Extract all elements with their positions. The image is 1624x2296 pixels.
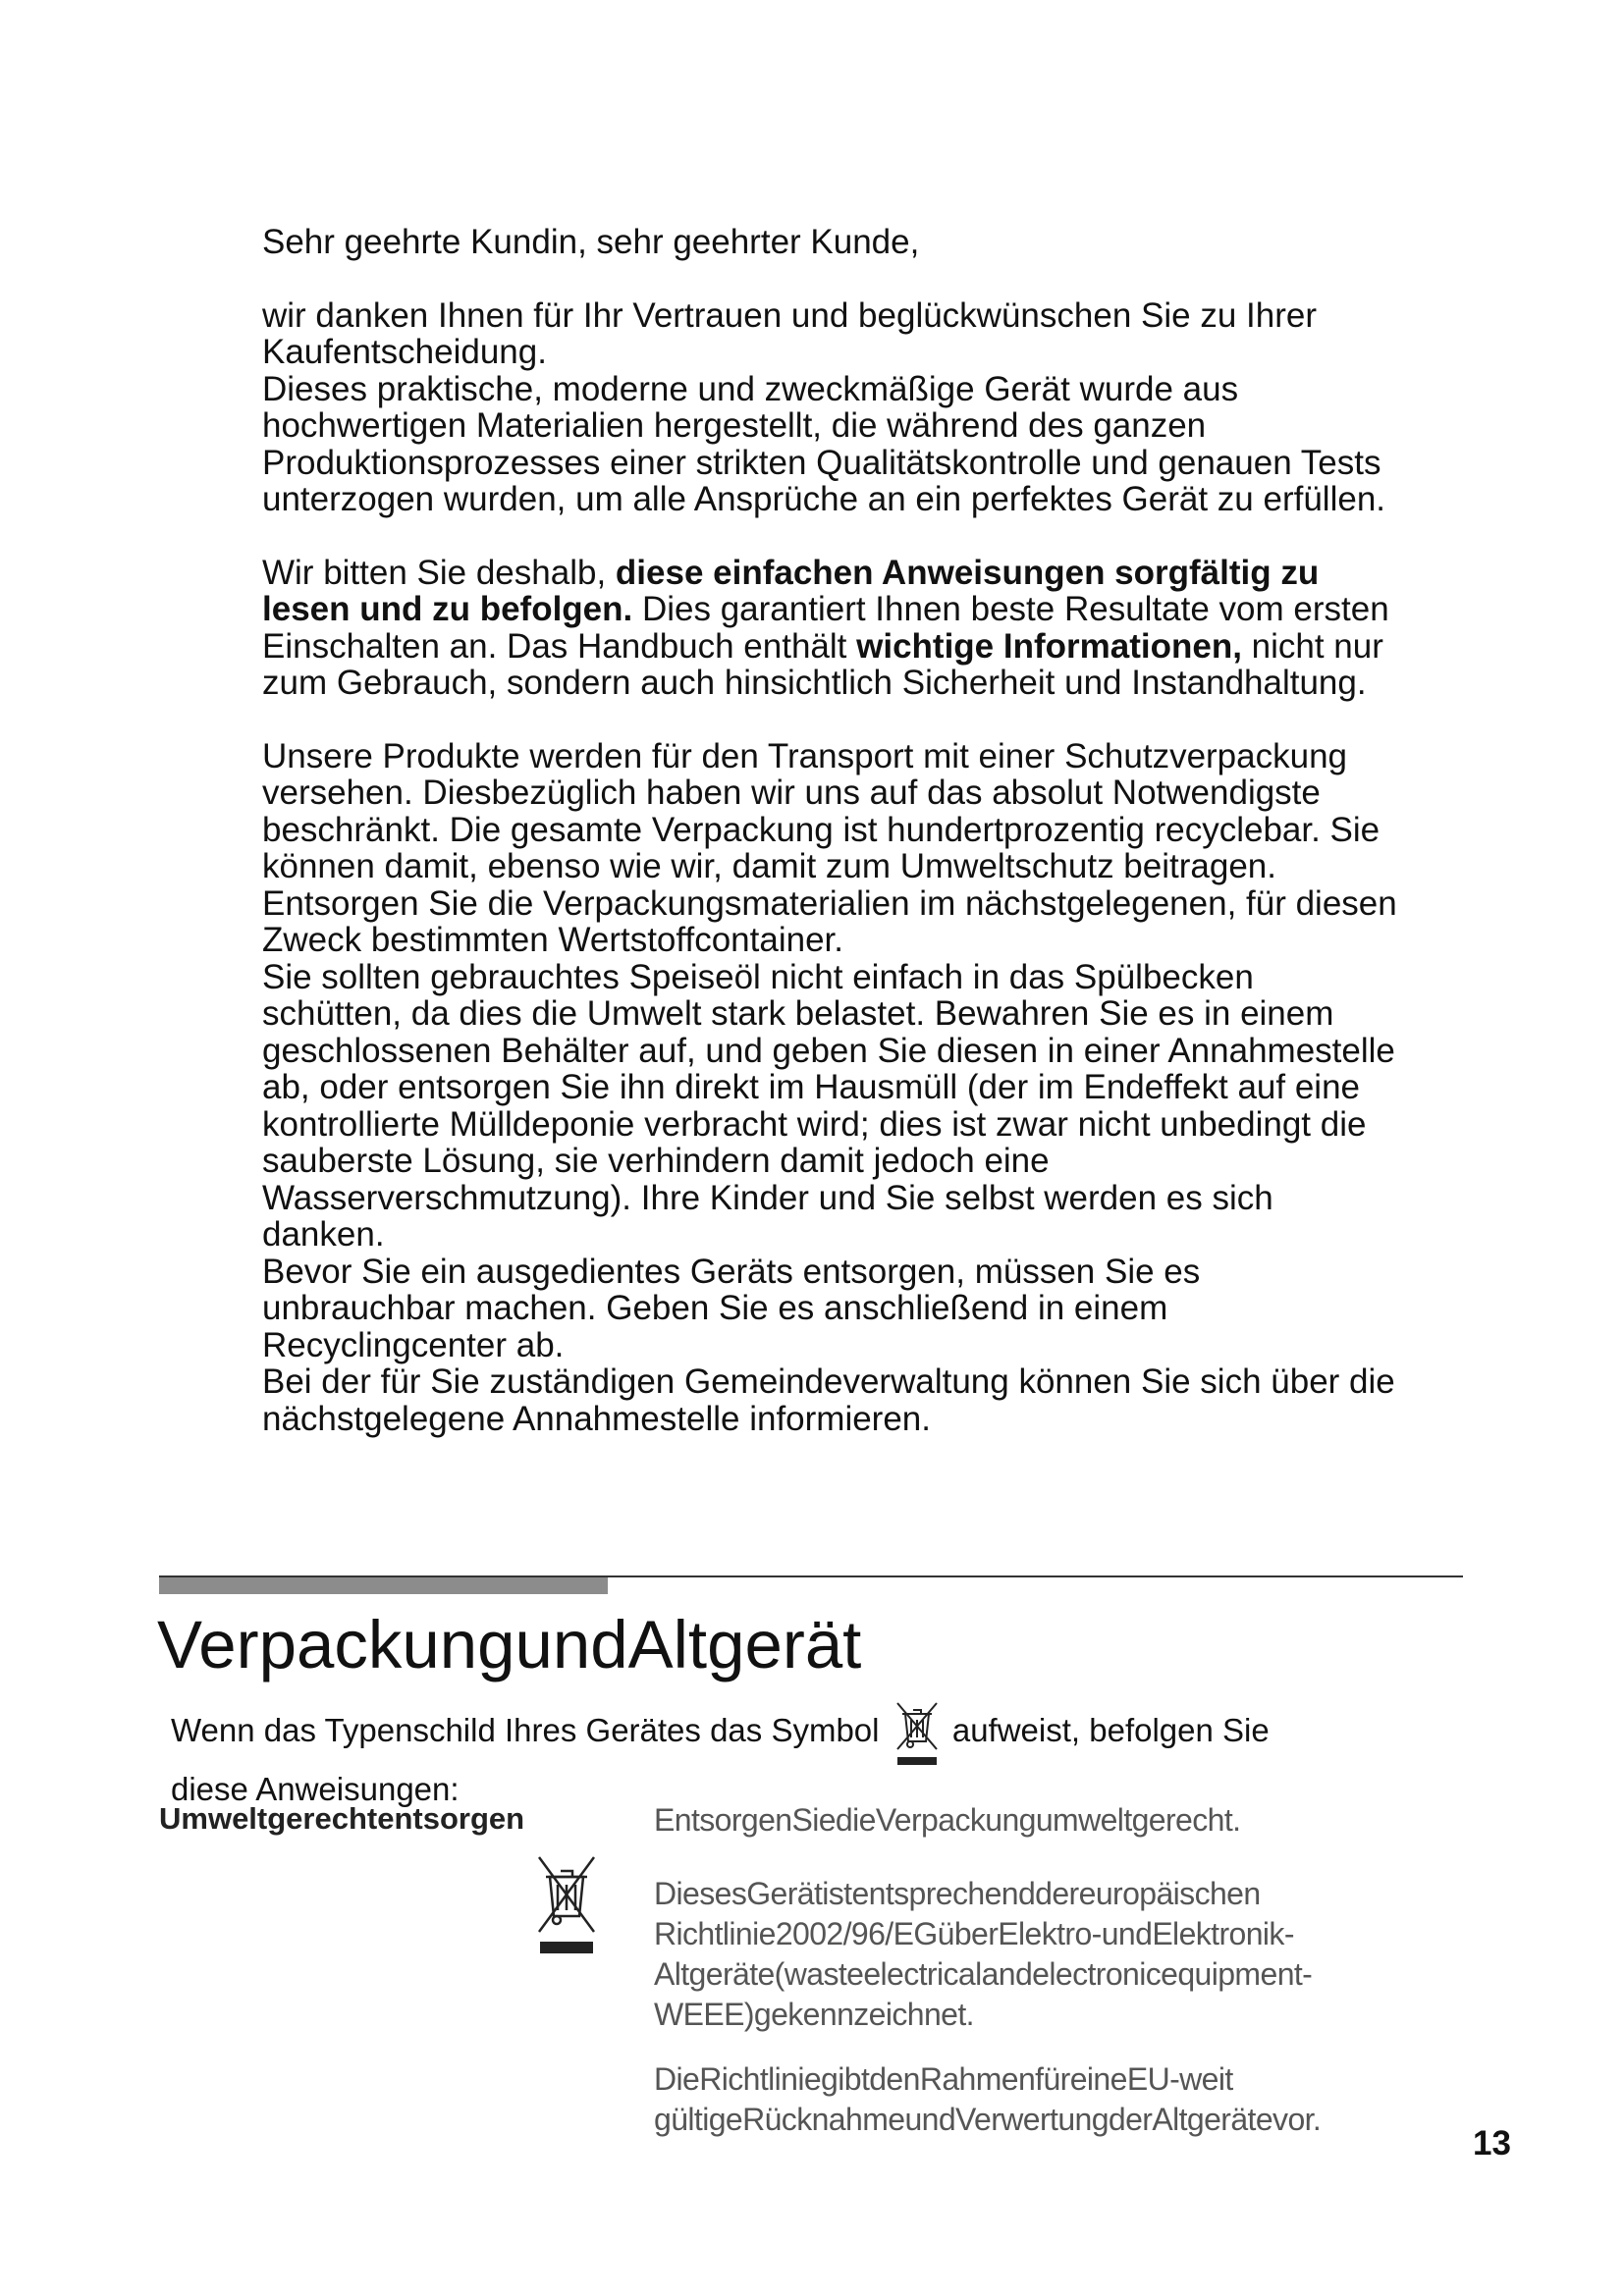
municipality-paragraph: Bei der für Sie zuständigen Gemeindeverwaltung können Sie sich über die nächstgelegene Annahmestelle informieren. (262, 1362, 1395, 1438)
disposal-text (654, 1800, 1439, 2140)
section-divider-accent (159, 1577, 608, 1594)
disposal-heading: Umweltgerechtentsorgen (159, 1801, 525, 1836)
packaging-disposal-text: EntsorgenSiedieVerpackungumweltgerecht. (654, 1802, 1241, 1838)
eu-framework-text: DieRichtliniegibtdenRahmenfüreineEU-weit gültigeRücknahmeundVerwertungderAltgerätevor. (654, 2061, 1322, 2137)
instructions-text-mid: Dies garantiert Ihnen beste Resultate vom ersten Einschalten an. Das Handbuch enthält (262, 590, 1389, 666)
instructions-text-start: Wir bitten Sie deshalb, (262, 553, 616, 592)
crossed-out-wheelie-bin-icon (894, 1700, 940, 1772)
crossed-out-wheelie-bin-icon (536, 1853, 597, 1960)
disposal-paragraph: Bevor Sie ein ausgedientes Geräts entsorgen, müssen Sie es unbrauchbar machen. Geben Sie es anschließend in einem Recyclingcenter ab. (262, 1252, 1201, 1364)
symbol-note-text-after: aufweist, befolgen Sie diese Anweisungen: (171, 1712, 1270, 1807)
symbol-note-text-before: Wenn das Typenschild Ihres Gerätes das Symbol (171, 1712, 880, 1748)
instructions-emphasis: diese einfachen Anweisungen sorgfältig zu lesen und zu befolgen. (262, 553, 1320, 628)
section-title: VerpackungundAltgerät (157, 1607, 862, 1682)
salutation: Sehr geehrte Kundin, sehr geehrter Kunde, (262, 223, 920, 261)
symbol-note (171, 1700, 1300, 1807)
page-number: 13 (1473, 2124, 1511, 2163)
quality-paragraph: Dieses praktische, moderne und zweckmäßige Gerät wurde aus hochwertigen Materialien hergestellt, die während des ganzen Produktionsprozesses einer strikten Qualitätskontrolle und genauen Tests unterzogen wurden, um alle Ansprüche an ein perfektes Gerät zu erfüllen. (262, 369, 1386, 518)
thanks-paragraph: wir danken Ihnen für Ihr Vertrauen und beglückwünschen Sie zu Ihrer Kaufentscheidung. (262, 295, 1317, 371)
packaging-paragraph: Unsere Produkte werden für den Transport mit einer Schutzverpackung versehen. Diesbezüglich haben wir uns auf das absolut Notwendigste beschränkt. Die gesamte Verpackung ist hundertprozentig recyclebar. Sie können damit, ebenso wie wir, damit zum Umweltschutz beitragen. Entsorgen Sie die Verpackungsmaterialien im nächstgelegenen, für diesen Zweck bestimmten Wertstoffcontainer. (262, 736, 1397, 959)
instructions-paragraph (262, 555, 1401, 702)
instructions-text-end: nicht nur zum Gebrauch, sondern auch hinsichtlich Sicherheit und Instandhaltung. (262, 626, 1383, 702)
weee-directive-text: DiesesGerätistentsprechenddereuropäischen Richtlinie2002/96/EGüberElektro-undElektronik-Altgeräte(wasteelectricalandelectronicequipment-WEEE)gekennzeichnet. (654, 1876, 1313, 2032)
important-info-emphasis: wichtige Informationen, (856, 626, 1242, 666)
intro-text (262, 224, 1401, 1437)
cooking-oil-paragraph: Sie sollten gebrauchtes Speiseöl nicht einfach in das Spülbecken schütten, da dies die Umwelt stark belastet. Bewahren Sie es in einem geschlossenen Behälter auf, und geben Sie diesen in einer Annahmestelle ab, oder entsorgen Sie ihn direkt im Hausmüll (der im Endeffekt auf eine kontrollierte Mülldeponie verbracht wird; dies ist zwar nicht unbedingt die sauberste Lösung, sie verhindern damit jedoch eine Wasserverschmutzung). Ihre Kinder und Sie selbst werden es sich danken. (262, 957, 1395, 1254)
